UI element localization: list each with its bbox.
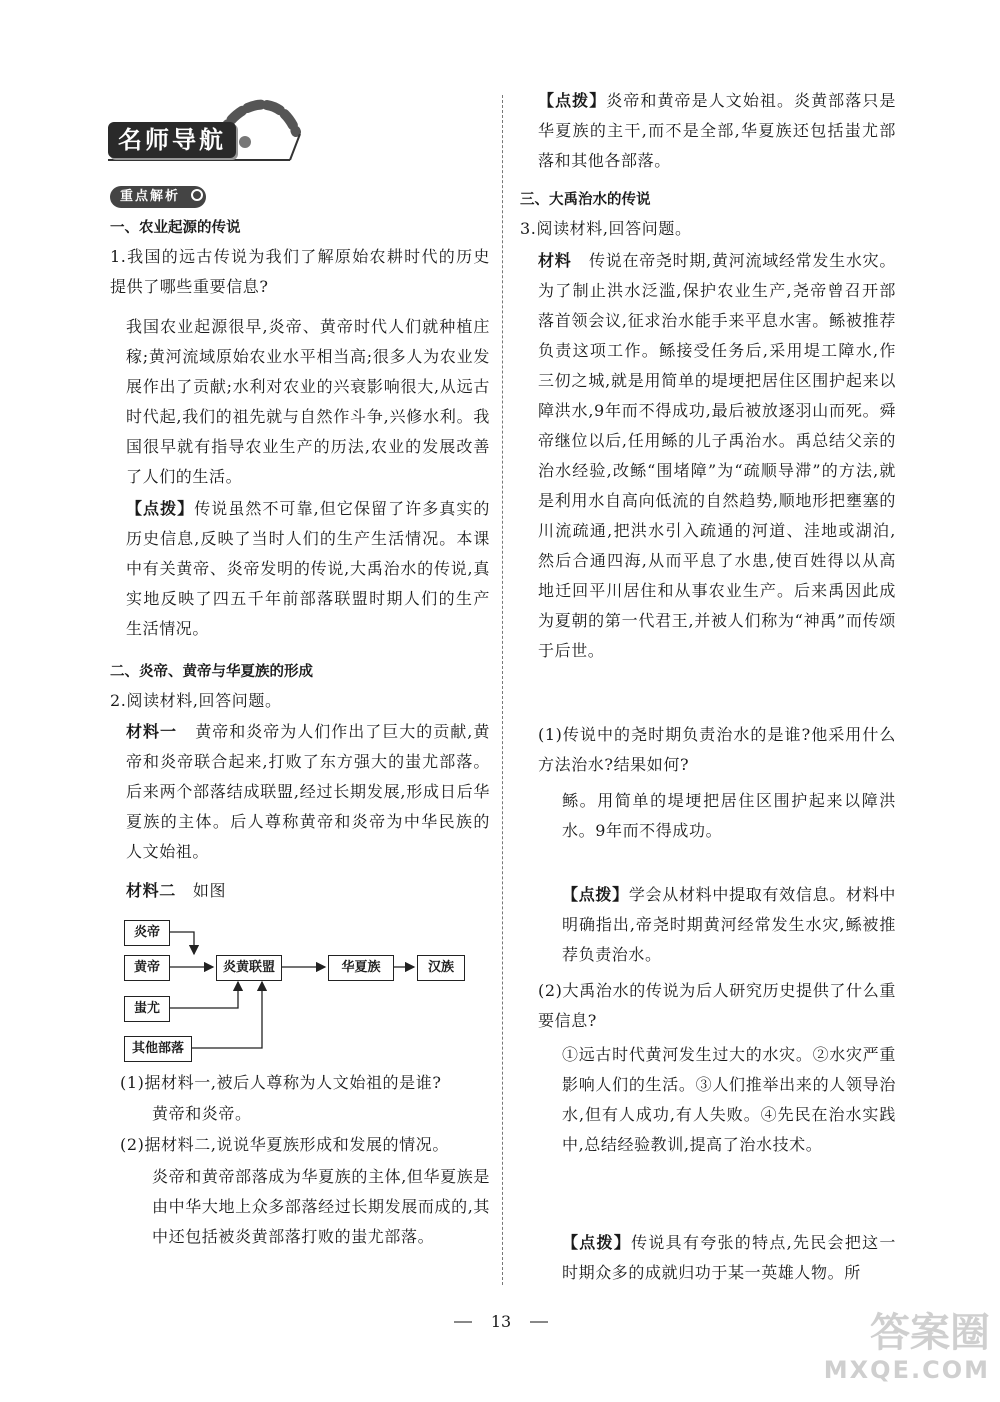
sub-question-3-1: (1)传说中的尧时期负责治水的是谁?他采用什么方法治水?结果如何? <box>538 725 896 774</box>
note-2 <box>538 86 896 176</box>
node-yanhuang-alliance: 炎黄联盟 <box>216 955 282 981</box>
node-huangdi: 黄帝 <box>124 955 170 981</box>
material-3-text: 传说在帝尧时期,黄河流域经常发生水灾。为了制止洪水泛滥,保护农业生产,尧帝曾召开部落首领会议,征求治水能手来平息水害。鲧被推荐负责这项工作。鲧接受任务后,采用堤工障水,作三仞之城,就是用简单的堤埂把居住区围护起来以障洪水,9年而不得成功,最后被放逐羽山而死。舜帝继位以后,任用鲧的儿子禹治水。禹总结父亲的治水经验,改鲧“围堵障”为“疏顺导滞”的方法,就是利用水自高向低流的自然趋势,顺地形把壅塞的川流疏通,把洪水引入疏通的河道、洼地或湖泊,然后合通四海,从而平息了水患,使百姓得以从高地迁回平川居住和从事农业生产。后来禹因此成为夏朝的第一代君王,并被人们称为“神禹”而传颂于后世。 <box>538 251 896 660</box>
banner-title: 名师导航 <box>108 122 236 158</box>
question-1: 1.我国的远古传说为我们了解原始农耕时代的历史提供了哪些重要信息? <box>110 247 490 296</box>
material-2-text: 如图 <box>192 881 227 900</box>
question-2: 2.阅读材料,回答问题。 <box>110 691 282 710</box>
huaxia-formation-diagram <box>120 916 470 1066</box>
note-3-text: 学会从材料中提取有效信息。材料中明确指出,帝尧时期黄河经常发生水灾,鲧被推荐负责治水。 <box>562 885 896 964</box>
material-1 <box>126 717 490 867</box>
key-analysis-badge <box>110 186 206 208</box>
watermark-bottom: MXQE.COM <box>823 1356 990 1384</box>
heading-agriculture: 一、农业起源的传说 <box>110 220 241 236</box>
note-label: 【点拨】 <box>562 885 629 904</box>
note-4 <box>562 1228 896 1288</box>
note-label: 【点拨】 <box>562 1233 632 1252</box>
question-3: 3.阅读材料,回答问题。 <box>520 219 692 238</box>
note-label: 【点拨】 <box>126 499 195 518</box>
material-3 <box>538 246 896 666</box>
material-3-label: 材料 <box>538 251 572 270</box>
note-1-text: 传说虽然不可靠,但它保留了许多真实的历史信息,反映了当时人们的生产生活情况。本课中有关黄帝、炎帝发明的传说,大禹治水的传说,真实地反映了四五千年前部落联盟时期人们的生产生活情况。 <box>126 499 490 638</box>
sub-question-2-1: (1)据材料一,被后人尊称为人文始祖的是谁? <box>120 1073 442 1092</box>
material-1-label: 材料一 <box>126 722 178 741</box>
magnifier-icon <box>191 189 203 201</box>
node-chiyou: 蚩尤 <box>124 996 170 1022</box>
column-divider <box>502 95 503 1285</box>
note-3 <box>562 880 896 970</box>
sub-question-2-2: (2)据材料二,说说华夏族形成和发展的情况。 <box>120 1135 449 1154</box>
material-2-label: 材料二 <box>126 881 176 900</box>
note-2-text: 炎帝和黄帝是人文始祖。炎黄部落只是华夏族的主干,而不是全部,华夏族还包括蚩尤部落和其他各部落。 <box>538 91 896 170</box>
note-label: 【点拨】 <box>538 91 607 110</box>
heading-dayu: 三、大禹治水的传说 <box>520 192 651 208</box>
watermark <box>760 1310 990 1390</box>
node-huaxia: 华夏族 <box>328 955 394 981</box>
node-other-tribes: 其他部落 <box>124 1036 192 1062</box>
sub-answer-3-1: 鲧。用简单的堤埂把居住区围护起来以障洪水。9年而不得成功。 <box>562 791 896 840</box>
answer-1: 我国农业起源很早,炎帝、黄帝时代人们就种植庄稼;黄河流域原始农业水平相当高;很多人为农业发展作出了贡献;水利对农业的兴衰影响很大,从远古时代起,我们的祖先就与自然作斗争,兴修水利。我国很早就有指导农业生产的历法,农业的发展改善了人们的生活。 <box>126 317 490 486</box>
sub-answer-2-2: 炎帝和黄帝部落成为华夏族的主体,但华夏族是由中华大地上众多部落经过长期发展而成的,其中还包括被炎黄部落打败的蚩尤部落。 <box>152 1167 490 1246</box>
sub-answer-2-1: 黄帝和炎帝。 <box>152 1104 252 1123</box>
node-han: 汉族 <box>417 955 465 981</box>
sub-question-3-2: (2)大禹治水的传说为后人研究历史提供了什么重要信息? <box>538 981 896 1030</box>
badge-label: 重点解析 <box>120 189 181 204</box>
section-banner <box>100 92 310 168</box>
material-2 <box>126 876 490 906</box>
page-number: 13 <box>468 1306 534 1338</box>
node-yandi: 炎帝 <box>124 920 170 946</box>
note-1 <box>126 494 490 644</box>
heading-yanhuang: 二、炎帝、黄帝与华夏族的形成 <box>110 664 313 680</box>
note-4-text: 传说具有夸张的特点,先民会把这一时期众多的成就归功于某一英雄人物。所 <box>562 1233 897 1282</box>
material-1-text: 黄帝和炎帝为人们作出了巨大的贡献,黄帝和炎帝联合起来,打败了东方强大的蚩尤部落。后来两个部落结成联盟,经过长期发展,形成日后华夏族的主体。后人尊称黄帝和炎帝为中华民族的人文始祖。 <box>126 722 490 861</box>
watermark-top: 答案圈 <box>870 1310 990 1356</box>
sub-answer-3-2: ①远古时代黄河发生过大的水灾。②水灾严重影响人们的生活。③人们推举出来的人领导治水,但有人成功,有人失败。④先民在治水实践中,总结经验教训,提高了治水技术。 <box>562 1045 896 1154</box>
